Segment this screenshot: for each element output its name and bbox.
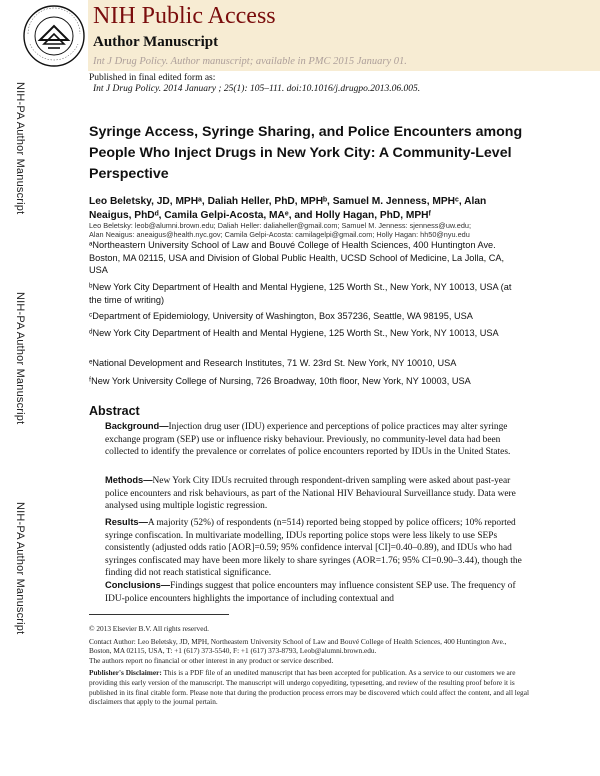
affiliation-b: ᵇNew York City Department of Health and Mental Hygiene, 125 Worth St., New York, NY 10013, USA (at the time of writing) (89, 282, 512, 305)
sidebar-label-1: NIH-PA Author Manuscript (14, 82, 26, 215)
affiliation-e: ᵉNational Development and Research Institutes, 71 W. 23rd St. New York, NY 10010, USA (89, 358, 457, 368)
affiliation-a: ᵃNortheastern University School of Law and Bouvé College of Health Sciences, 400 Huntington Ave. Boston, MA 02115, USA and Division of Global Public Health, UCSD School of Medicine, La Jolla, CA, USA (89, 240, 505, 275)
author-emails (89, 221, 519, 239)
methods-label: Methods— (105, 475, 153, 485)
conclusions-label: Conclusions— (105, 580, 171, 590)
author-list (89, 195, 529, 223)
disclaimer-text: This is a PDF file of an unedited manuscript that has been accepted for publication. As a service to our customers we are providing this early version of the manuscript. The manuscript will undergo copyediting, typesetting, and review of the resulting proof before it is published in its final citable form. Please note that during the production process errors may be discovered which could affect the content, and all legal disclaimers that apply to the journal pertain. (89, 668, 529, 707)
contact-text: Contact Author: Leo Beletsky, JD, MPH, Northeastern University School of Law and Bouvé College of Health Sciences, 400 Huntington Ave., Boston, MA 02115, USA, T: +1 (617) 373-5540, F: +1 (617) 373-8793, Leob@alumni.brown.edu. (89, 636, 507, 656)
background-text: Injection drug user (IDU) experience and perceptions of police practices may alter syringe exchange program (SEP) use or influence risky behaviour. Previously, no community-level data had been collected to identify the prevalence or correlates of police encounters reported by IDUs in the United States. (105, 422, 511, 457)
footnote-divider (89, 614, 229, 615)
nih-seal-logo (22, 4, 86, 68)
email-line-1: Leo Beletsky: leob@alumni.brown.edu; Daliah Heller: daliaheller@gmail.com; Samuel M. Jenness: sjenness@uw.edu; (89, 221, 471, 230)
copyright-note: © 2013 Elsevier B.V. All rights reserved. (89, 624, 209, 633)
header-journal-line: Int J Drug Policy. Author manuscript; available in PMC 2015 January 01. (93, 56, 407, 67)
affiliation-f: ᶠNew York University College of Nursing, 726 Broadway, 10th floor, New York, NY 10003, USA (89, 376, 471, 386)
abstract-heading: Abstract (89, 404, 140, 418)
abstract-conclusions (105, 579, 525, 605)
citation-line (93, 84, 420, 94)
contact-note (89, 637, 529, 666)
conflict-text: The authors report no financial or other interest in any product or service described. (89, 655, 334, 665)
results-label: Results— (105, 517, 148, 527)
email-line-2: Alan Neaigus: aneaigus@health.nyc.gov; Camila Gelpi-Acosta: camilagelpi@gmail.com; Holly Hagan: hh50@nyu.edu (89, 230, 470, 240)
affiliation-c: ᶜDepartment of Epidemiology, University of Washington, Box 357236, Seattle, WA 98195, USA (89, 311, 473, 321)
abstract-methods (105, 474, 525, 513)
abstract-background (105, 420, 525, 459)
methods-text: New York City IDUs recruited through respondent-driven sampling were asked about past-year police encounters and risk behaviours, as part of the National HIV Behavioural Surveillance study. Data were analysed using multiple logistic regression. (105, 476, 516, 511)
disclaimer-label: Publisher's Disclaimer: (89, 668, 162, 678)
article-title: Syringe Access, Syringe Sharing, and Police Encounters among People Who Inject Drugs in New York City: A Community-Level Perspective (89, 124, 523, 182)
results-text: A majority (52%) of respondents (n=514) reported being stopped by police officers; 10% reported syringe confiscation. In multivariate modelling, IDUs reporting police stops were less likely to use SEPs consistently (adjusted odds ratio [AOR]=0.59; 95% confidence interval [CI]=0.40–0.89), and IDUs who had syringes confiscated may have been more likely to share syringes (AOR=1.76; 95% CI=0.90–3.44), though the finding did not reach statistical significance. (105, 518, 522, 578)
header-title: NIH Public Access (93, 3, 276, 29)
affiliation-d: ᵈNew York City Department of Health and Mental Hygiene, 125 Worth St., New York, NY 10013, USA (89, 328, 499, 338)
nih-header (0, 0, 600, 71)
background-label: Background— (105, 421, 169, 431)
abstract-results (105, 516, 525, 580)
published-line: Published in final edited form as: (89, 73, 216, 83)
publisher-disclaimer (89, 668, 529, 706)
author-line-1: Leo Beletsky, JD, MPHᵃ, Daliah Heller, PhD, MPHᵇ, Samuel M. Jenness, MPHᶜ, Alan (89, 196, 487, 207)
header-subtitle: Author Manuscript (93, 34, 219, 50)
sidebar-label-2: NIH-PA Author Manuscript (14, 292, 26, 425)
conclusions-text: Findings suggest that police encounters may influence consistent SEP use. The frequency of IDU-police encounters highlights the importance of including contextual and (105, 581, 516, 604)
footnotes (89, 624, 529, 710)
citation-text: Int J Drug Policy. 2014 January ; 25(1): 105–111. doi:10.1016/j.drugpo.2013.06.005. (93, 84, 421, 94)
sidebar-label-3: NIH-PA Author Manuscript (14, 502, 26, 635)
author-line-2: Neaigus, PhDᵈ, Camila Gelpi-Acosta, MAᵉ, and Holly Hagan, PhD, MPHᶠ (89, 210, 431, 221)
